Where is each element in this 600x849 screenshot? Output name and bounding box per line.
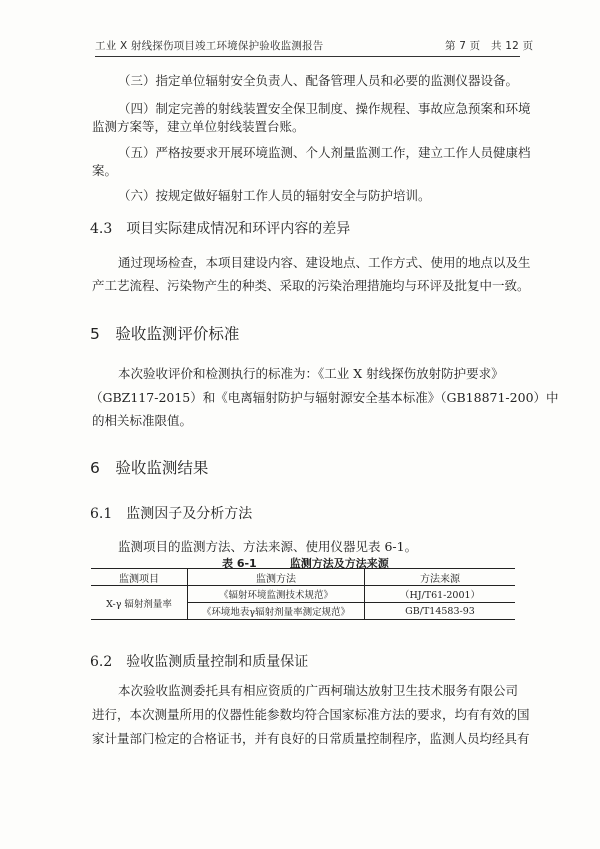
cell-source: GB/T14583-93 xyxy=(405,605,475,617)
para-6-2-line2: 进行，本次测量所用的仪器性能参数均符合国家标准方法的要求，均有有效的国 xyxy=(92,707,530,722)
table-caption: 表 6-1 监测方法及方法来源 xyxy=(222,557,389,570)
para-4-3-line1: 通过现场检查，本项目建设内容、建设地点、工作方式、使用的地点以及生 xyxy=(118,255,531,270)
header-divider xyxy=(95,56,520,57)
item-4-line2: 监测方案等，建立单位射线装置台账。 xyxy=(92,119,305,134)
para-5-line1: 本次验收评价和检测执行的标准为：《工业 X 射线探伤放射防护要求》 xyxy=(118,366,504,381)
cell-method: 《环境地表γ辐射剂量率测定规范》 xyxy=(188,603,365,620)
col-header-method: 监测方法 xyxy=(188,569,365,586)
table-header-row xyxy=(91,569,515,586)
item-3: （三）指定单位辐射安全负责人、配备管理人员和必要的监测仪器设备。 xyxy=(118,73,519,88)
item-5-line1: （五）严格按要求开展环境监测、个人剂量监测工作，建立工作人员健康档 xyxy=(118,145,531,160)
heading-6: 6 验收监测结果 xyxy=(90,459,209,477)
para-5-line3: 的相关标准限值。 xyxy=(92,413,193,428)
para-6-2-line1: 本次验收监测委托具有相应资质的广西柯瑞达放射卫生技术服务有限公司 xyxy=(118,683,519,698)
para-5-line2: （GBZ117-2015）和《电离辐射防护与辐射源安全基本标准》（GB18871-200）中 xyxy=(90,390,559,405)
para-4-3-line2: 产工艺流程、污染物产生的种类、采取的污染治理措施均与环评及批复中一致。 xyxy=(92,278,530,293)
cell-source: （HJ/T61-2001） xyxy=(365,586,516,603)
report-title: 工业 X 射线探伤项目竣工环境保护验收监测报告 xyxy=(95,40,324,52)
para-6-2-line3: 家计量部门检定的合格证书，并有良好的日常质量控制程序，监测人员均经具有 xyxy=(92,731,530,746)
heading-4-3: 4.3 项目实际建成情况和环评内容的差异 xyxy=(90,221,351,237)
col-header-item: 监测项目 xyxy=(119,573,159,585)
methods-table xyxy=(91,568,515,620)
heading-6-2: 6.2 验收监测质量控制和质量保证 xyxy=(90,654,309,670)
cell-item: X-γ 辐射剂量率 xyxy=(106,598,172,610)
report-header xyxy=(95,38,600,53)
cell-method: 《辐射环境监测技术规范》 xyxy=(188,586,365,603)
heading-6-1: 6.1 监测因子及分析方法 xyxy=(90,506,253,522)
heading-5: 5 验收监测评价标准 xyxy=(90,325,240,343)
item-6: （六）按规定做好辐射工作人员的辐射安全与防护培训。 xyxy=(118,188,431,203)
table-row xyxy=(91,586,515,603)
item-4-line1: （四）制定完善的射线装置安全保卫制度、操作规程、事故应急预案和环境 xyxy=(118,101,531,116)
para-6-1-intro: 监测项目的监测方法、方法来源、使用仪器见表 6-1。 xyxy=(118,539,418,554)
col-header-source: 方法来源 xyxy=(420,573,460,585)
item-5-line2: 案。 xyxy=(92,163,118,178)
page-number: 第 7 页 共 12 页 xyxy=(445,40,534,52)
